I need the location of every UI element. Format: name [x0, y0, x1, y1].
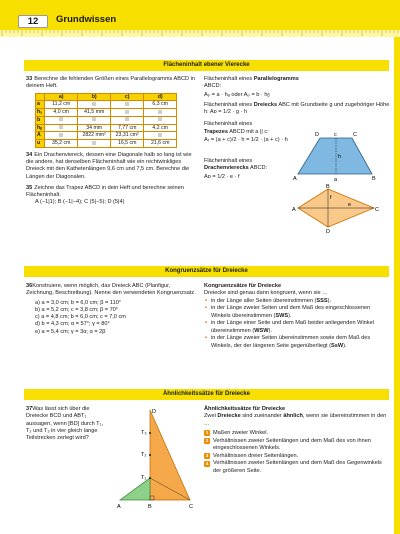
table-header: b)	[78, 93, 111, 101]
kite-formula: Aᴅ = 1/2 · e · f	[204, 173, 240, 180]
list-item	[204, 430, 389, 437]
trapezoid-formula: Aₜ = (a + c)/2 · h = 1/2 · (a + c) · h	[204, 136, 288, 143]
table-row	[36, 124, 177, 132]
table-cell-blank	[45, 116, 78, 124]
rule-abbr: WSW	[254, 327, 269, 334]
info-text	[204, 413, 389, 428]
vertex-label-c: C	[353, 132, 357, 138]
page-number: 12	[18, 15, 48, 28]
task-number: 35	[26, 184, 33, 191]
table-cell-blank	[111, 109, 144, 117]
point-t3	[149, 432, 151, 434]
rule-text: in der Länge einer Seite und dem Maß beider anliegenden Winkel übereinstimmen (	[211, 320, 374, 334]
intro-term: ähnlich	[283, 413, 303, 420]
info-text: ABCD:	[204, 83, 222, 90]
side-label-c: c	[334, 132, 337, 138]
list-item: c) a = 4,8 cm; b = 6,0 cm; c = 7,0 cm	[35, 314, 126, 321]
triangle-bcd	[150, 410, 190, 500]
table-cell: 7,77 cm	[111, 124, 144, 132]
number-badge: 4	[205, 460, 209, 466]
point-label-t1: T₁	[141, 475, 147, 481]
list-item	[204, 305, 389, 320]
info-text: ABCD:	[250, 165, 268, 172]
task-33	[26, 76, 198, 148]
row-label: b	[36, 116, 45, 124]
table-row	[36, 101, 177, 109]
vertex-label-b: B	[326, 184, 330, 190]
table-cell-blank	[45, 132, 78, 140]
number-badge: 2	[205, 437, 209, 443]
list-item	[204, 335, 389, 350]
number-badge: 1	[205, 430, 209, 436]
rule-abbr: SWS	[275, 312, 289, 319]
table-cell: 4,0 cm	[45, 109, 78, 117]
left-column-area	[26, 76, 198, 211]
parallelogram-info	[204, 76, 314, 91]
intro-part: Zwei	[204, 413, 216, 420]
rule-text: Verhältnissen dreier Seitenlängen.	[213, 452, 299, 459]
task-35	[26, 185, 198, 207]
congruence-rules	[204, 298, 389, 350]
row-label: u	[36, 140, 45, 148]
list-item: b) a = 5,2 cm; c = 3,8 cm; β = 70°	[35, 306, 119, 313]
vertex-label-d: D	[315, 132, 319, 138]
table-row	[36, 140, 177, 148]
intro-part: , wenn sie übereinstimmen in den …	[204, 413, 387, 427]
task-text: Zeichne das Trapez ABCD in dein Heft und berechne seinen Flächeninhalt.	[26, 184, 184, 199]
rule-text: in der Länge zweier Seiten übereinstimmen sowie dem Maß des Winkels, der der längeren Seite gegenüberliegt (	[211, 335, 371, 349]
table-cell-blank	[45, 124, 78, 132]
row-label: hᵦ	[36, 124, 45, 132]
vertex-label-c: C	[375, 207, 379, 213]
diagonal-label-f: f	[330, 195, 332, 201]
point-label-t3: T₃	[141, 430, 147, 436]
row-label: a	[36, 101, 45, 109]
section-heading-congruence: Kongruenzsätze für Dreiecke	[24, 266, 389, 277]
height-label: h	[338, 154, 342, 160]
info-term: Parallelogramms	[253, 76, 299, 82]
info-term: Trapezes	[204, 128, 228, 135]
rule-text: Verhältnissen zweier Seitenlängen und dem Maß des Gegenwinkels der größeren Seite.	[213, 460, 382, 474]
list-item: a) a = 3,0 cm; b = 6,0 cm; β = 110°	[35, 299, 122, 306]
table-cell: 35,2 cm	[45, 140, 78, 148]
table-cell-blank	[78, 140, 111, 148]
table-cell: 11,2 cm	[45, 101, 78, 109]
info-term: Drachenvierecks	[204, 165, 249, 172]
table-cell-blank	[78, 116, 111, 124]
list-item	[204, 438, 389, 453]
side-label-a: a	[334, 177, 338, 182]
section-heading-similarity: Ähnlichkeitssätze für Dreiecke	[24, 389, 389, 400]
table-header: d)	[144, 93, 177, 101]
chapter-title: Grundwissen	[56, 14, 117, 25]
info-text: ABC mit Grundseite g und zugehöriger Höhe h: Aᴅ = 1/2 · g · h	[204, 101, 390, 116]
task-text: Konstruiere, wenn möglich, das Dreieck ABC (Planfigur, Zeichnung, Beschreibung). Nenne den verwendeten Kongruenzsatz.	[26, 283, 196, 297]
table-row	[36, 132, 177, 140]
task-points: A (−1|1); B (−1|−4); C (5|−5); D (5|4)	[35, 199, 125, 206]
task-items	[26, 300, 196, 336]
table-cell: 23,31 cm²	[111, 132, 144, 140]
vertex-label-a: A	[117, 504, 121, 510]
vertex-label-d: D	[326, 229, 330, 234]
rule-text: Maßen zweier Winkel.	[213, 429, 269, 436]
list-item	[204, 460, 389, 475]
rule-end: ).	[327, 297, 332, 304]
trapezoid-figure	[290, 130, 380, 182]
task-text: Ein Drachenviereck, dessen eine Diagonale halb so lang ist wie die andere, hat denselben Flächeninhalt wie ein rechtwinkliges Dreieck mit den Kathetenlängen 9,6 cm und 7,5 cm. Berechne die Längen der Diagonalen.	[26, 151, 192, 180]
table-cell: 21,6 cm	[144, 140, 177, 148]
rule-abbr: SSS	[316, 297, 328, 304]
task-number: 34	[26, 151, 33, 158]
vertex-label-d: D	[152, 409, 156, 415]
table-corner	[36, 93, 45, 101]
table-cell: 41,5 mm	[78, 109, 111, 117]
rule-text: in der Länge aller Seiten übereinstimmen (	[211, 297, 317, 304]
kite-figure	[290, 184, 382, 234]
page-header	[0, 0, 400, 30]
intro-term: Dreiecke	[217, 413, 241, 420]
info-text: Flächeninhalt eines	[204, 121, 253, 128]
task-34	[26, 152, 198, 181]
table-cell: 2822 mm²	[78, 132, 111, 140]
info-term: Dreiecks	[253, 101, 278, 108]
info-text: Flächeninhalt eines	[204, 76, 253, 82]
table-header: c)	[111, 93, 144, 101]
info-text: Dreiecke sind genau dann kongruent, wenn sie …	[204, 290, 328, 297]
table-cell-blank	[144, 109, 177, 117]
number-badge: 3	[205, 452, 209, 458]
table-cell: 4,2 cm	[144, 124, 177, 132]
rule-text: Verhältnissen zweier Seitenlängen und dem Maß des von ihnen eingeschlossenen Winkels.	[213, 437, 371, 451]
similarity-info	[204, 406, 389, 475]
list-item	[204, 320, 389, 335]
vertex-label-b: B	[148, 504, 152, 510]
table-cell-blank	[144, 116, 177, 124]
list-item	[204, 453, 389, 460]
task-37	[26, 406, 108, 442]
vertex-label-b: B	[372, 176, 376, 182]
congruence-info	[204, 283, 389, 350]
table-row	[36, 116, 177, 124]
point-label-t2: T₂	[141, 452, 147, 458]
point-t2	[149, 454, 151, 456]
table-row	[36, 109, 177, 117]
vertex-label-c: C	[189, 504, 193, 510]
header-ruler	[0, 30, 400, 37]
task-number: 36	[26, 283, 33, 289]
table-cell-blank	[78, 101, 111, 109]
table-header: a)	[45, 93, 78, 101]
list-item	[204, 298, 389, 305]
section-heading-area: Flächeninhalt ebener Vierecke	[24, 60, 389, 71]
info-title: Ähnlichkeitssätze für Dreiecke	[204, 406, 286, 412]
rule-text: in der Länge zweier Seiten und dem Maß des eingeschlossenen Winkels übereinstimmen (	[211, 305, 371, 319]
info-title: Kongruenzsätze für Dreiecke	[204, 283, 282, 289]
point-t1	[149, 477, 151, 479]
task-number: 33	[26, 76, 33, 82]
intro-part: sind zueinander	[242, 413, 282, 420]
table-cell: 34 mm	[78, 124, 111, 132]
task-36	[26, 283, 196, 336]
rule-end: ).	[268, 327, 272, 334]
similar-triangles-figure	[110, 408, 196, 512]
diagonal-label-e: e	[348, 202, 352, 208]
rule-end: ).	[343, 342, 347, 349]
triangle-info	[204, 102, 392, 117]
task-text: Berechne die fehlenden Größen eines Parallelogramms ABCD in deinem Heft.	[26, 76, 195, 90]
info-text: ABCD mit a || c:	[229, 128, 269, 135]
page-edge-strip	[394, 37, 400, 534]
rule-abbr: SsW	[331, 342, 344, 349]
list-item: d) b = 4,3 cm; α = 57°; γ = 80°	[35, 321, 110, 328]
table-cell-blank	[111, 116, 144, 124]
table-cell: 6,3 cm	[144, 101, 177, 109]
task-text: Was lässt sich über die Dreiecke BCD und ABT₁ aussagen, wenn [BD] durch T₁, T₂ und T₃ in vier gleich lange Teilstrecken zerlegt wird?	[26, 406, 104, 442]
row-label: A	[36, 132, 45, 140]
info-text: Flächeninhalt eines	[204, 101, 253, 108]
rule-end: ).	[288, 312, 292, 319]
vertex-label-a: A	[292, 207, 296, 213]
row-label: hₐ	[36, 109, 45, 117]
list-item: e) a = 5,4 cm; γ = 3α; α = 2β	[35, 328, 106, 335]
task-number: 37	[26, 406, 33, 412]
trapezoid-shape	[298, 138, 372, 174]
table-cell: 16,5 cm	[111, 140, 144, 148]
parallelogram-formula: Aₚ = a · hₐ oder Aₚ = b · hᵦ	[204, 91, 270, 98]
vertex-label-a: A	[293, 176, 297, 182]
parallelogram-table	[35, 93, 177, 148]
similarity-rules	[204, 430, 389, 475]
table-cell-blank	[144, 132, 177, 140]
info-text: Flächeninhalt eines	[204, 158, 253, 165]
table-cell-blank	[111, 101, 144, 109]
